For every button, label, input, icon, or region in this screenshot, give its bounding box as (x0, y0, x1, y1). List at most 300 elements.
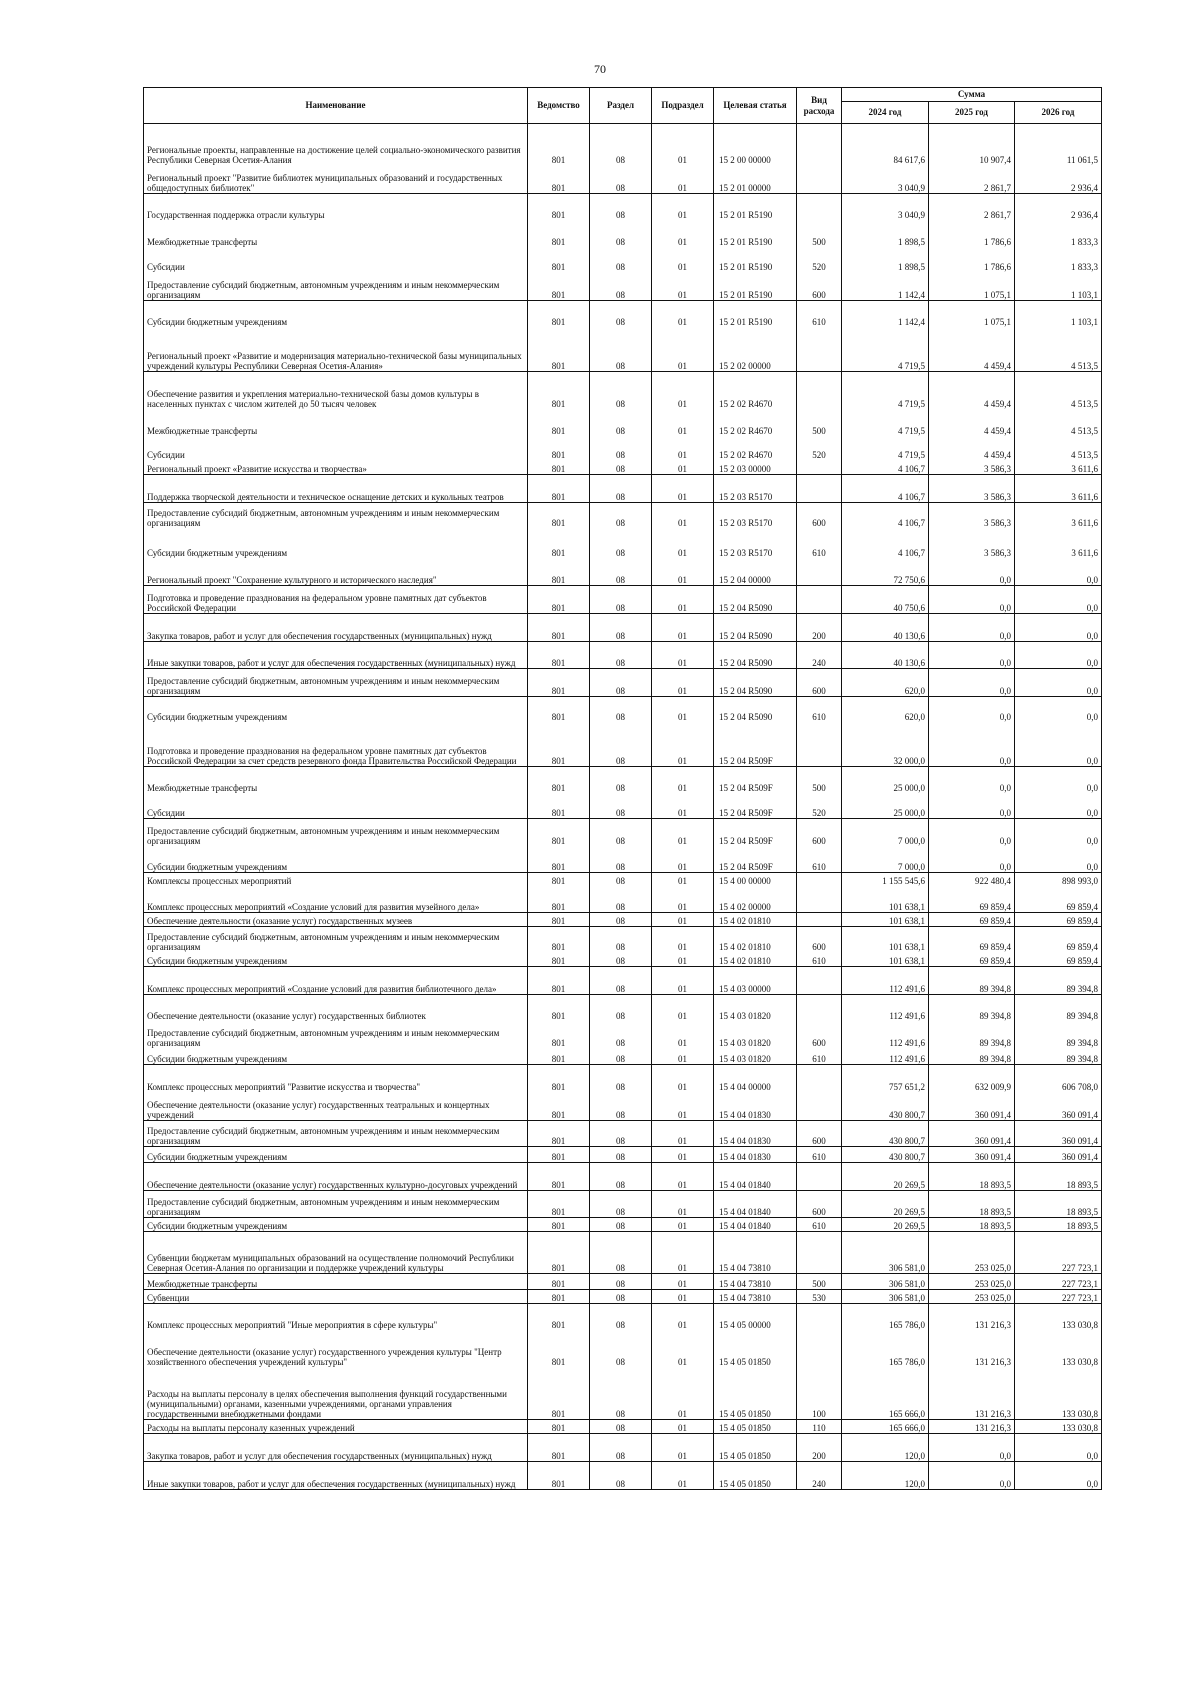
row-name: Региональный проект «Развитие и модернизация материально-технической базы муниципальных учреждений культуры Республики Северная Осетия-Алания» (144, 328, 528, 372)
row-2025: 89 394,8 (929, 1049, 1015, 1065)
row-2024: 4 106,7 (842, 529, 929, 559)
row-2024: 101 638,1 (842, 913, 929, 927)
row-2025: 18 893,5 (929, 1191, 1015, 1218)
row-celevaya: 15 4 02 01810 (714, 927, 797, 953)
row-2026: 0,0 (1015, 614, 1102, 642)
row-celevaya: 15 4 05 01850 (714, 1462, 797, 1490)
row-razdel: 08 (590, 410, 652, 437)
row-2026: 2 936,4 (1015, 166, 1102, 194)
row-2025: 0,0 (929, 767, 1015, 794)
row-ved: 801 (528, 194, 590, 221)
row-podrazdel: 01 (652, 967, 714, 995)
row-2025: 2 861,7 (929, 194, 1015, 221)
row-celevaya: 15 2 01 R5190 (714, 273, 797, 301)
row-vid (797, 586, 842, 614)
row-2025: 89 394,8 (929, 1022, 1015, 1049)
row-name: Межбюджетные трансферты (144, 410, 528, 437)
row-2025: 69 859,4 (929, 927, 1015, 953)
row-podrazdel: 01 (652, 248, 714, 273)
table-row (144, 124, 1102, 166)
row-2024: 1 142,4 (842, 301, 929, 328)
row-celevaya: 15 4 04 01830 (714, 1093, 797, 1121)
row-razdel: 08 (590, 1121, 652, 1147)
row-ved: 801 (528, 328, 590, 372)
row-name: Межбюджетные трансферты (144, 221, 528, 248)
row-celevaya: 15 2 00 00000 (714, 124, 797, 166)
table-row (144, 614, 1102, 642)
row-vid: 600 (797, 503, 842, 529)
row-vid: 610 (797, 1049, 842, 1065)
row-2025: 253 025,0 (929, 1274, 1015, 1290)
table-row (144, 475, 1102, 503)
row-ved: 801 (528, 953, 590, 967)
header-ved: Ведомство (528, 88, 590, 124)
row-celevaya: 15 4 04 00000 (714, 1065, 797, 1093)
row-2024: 3 040,9 (842, 166, 929, 194)
row-2025: 4 459,4 (929, 372, 1015, 410)
row-2026: 1 833,3 (1015, 221, 1102, 248)
row-name: Межбюджетные трансферты (144, 1274, 528, 1290)
row-2025: 922 480,4 (929, 873, 1015, 887)
row-vid: 200 (797, 614, 842, 642)
row-2025: 131 216,3 (929, 1331, 1015, 1368)
row-razdel: 08 (590, 301, 652, 328)
row-razdel: 08 (590, 794, 652, 819)
row-2026: 89 394,8 (1015, 995, 1102, 1022)
row-2024: 120,0 (842, 1462, 929, 1490)
row-podrazdel: 01 (652, 503, 714, 529)
row-podrazdel: 01 (652, 913, 714, 927)
row-podrazdel: 01 (652, 927, 714, 953)
row-celevaya: 15 4 02 01810 (714, 953, 797, 967)
row-razdel: 08 (590, 248, 652, 273)
row-2025: 69 859,4 (929, 953, 1015, 967)
row-ved: 801 (528, 642, 590, 669)
row-2024: 7 000,0 (842, 819, 929, 847)
row-name: Субсидии бюджетным учреждениям (144, 301, 528, 328)
row-podrazdel: 01 (652, 953, 714, 967)
row-2025: 0,0 (929, 586, 1015, 614)
row-ved: 801 (528, 1163, 590, 1191)
row-name: Комплекс процессных мероприятий "Развитие искусства и творчества" (144, 1065, 528, 1093)
table-row (144, 248, 1102, 273)
row-razdel: 08 (590, 1093, 652, 1121)
table-row (144, 1274, 1102, 1290)
row-ved: 801 (528, 124, 590, 166)
row-vid (797, 1331, 842, 1368)
row-razdel: 08 (590, 1218, 652, 1232)
row-name: Субвенции (144, 1290, 528, 1304)
row-2026: 898 993,0 (1015, 873, 1102, 887)
row-2026: 1 833,3 (1015, 248, 1102, 273)
row-razdel: 08 (590, 669, 652, 697)
header-razdel: Раздел (590, 88, 652, 124)
row-ved: 801 (528, 1462, 590, 1490)
row-2026: 3 611,6 (1015, 503, 1102, 529)
row-2026: 0,0 (1015, 847, 1102, 873)
row-vid: 600 (797, 1022, 842, 1049)
row-2025: 360 091,4 (929, 1093, 1015, 1121)
row-vid: 610 (797, 301, 842, 328)
row-ved: 801 (528, 1093, 590, 1121)
table-row (144, 887, 1102, 913)
row-2024: 1 898,5 (842, 221, 929, 248)
row-razdel: 08 (590, 642, 652, 669)
row-celevaya: 15 2 03 R5170 (714, 475, 797, 503)
table-row (144, 1218, 1102, 1232)
row-vid (797, 475, 842, 503)
row-ved: 801 (528, 847, 590, 873)
row-podrazdel: 01 (652, 372, 714, 410)
row-2025: 0,0 (929, 559, 1015, 586)
row-2026: 3 611,6 (1015, 475, 1102, 503)
row-ved: 801 (528, 767, 590, 794)
row-razdel: 08 (590, 1163, 652, 1191)
row-podrazdel: 01 (652, 723, 714, 767)
row-2026: 0,0 (1015, 697, 1102, 723)
row-vid (797, 328, 842, 372)
row-name: Иные закупки товаров, работ и услуг для обеспечения государственных (муниципальных) нужд (144, 642, 528, 669)
row-2025: 0,0 (929, 697, 1015, 723)
row-name: Обеспечение деятельности (оказание услуг) государственных культурно-досуговых учреждений (144, 1163, 528, 1191)
row-name: Субсидии бюджетным учреждениям (144, 1218, 528, 1232)
row-name: Субсидии бюджетным учреждениям (144, 529, 528, 559)
row-2024: 306 581,0 (842, 1290, 929, 1304)
row-celevaya: 15 2 02 R4670 (714, 437, 797, 461)
row-razdel: 08 (590, 697, 652, 723)
row-vid (797, 166, 842, 194)
row-2024: 101 638,1 (842, 927, 929, 953)
row-2025: 253 025,0 (929, 1290, 1015, 1304)
row-razdel: 08 (590, 1274, 652, 1290)
row-2024: 25 000,0 (842, 767, 929, 794)
row-celevaya: 15 2 01 R5190 (714, 221, 797, 248)
row-ved: 801 (528, 1022, 590, 1049)
row-2024: 7 000,0 (842, 847, 929, 873)
row-2025: 69 859,4 (929, 887, 1015, 913)
row-ved: 801 (528, 166, 590, 194)
row-2026: 0,0 (1015, 723, 1102, 767)
table-row (144, 642, 1102, 669)
row-vid (797, 1232, 842, 1274)
row-razdel: 08 (590, 1304, 652, 1331)
row-celevaya: 15 2 03 R5170 (714, 503, 797, 529)
row-name: Региональный проект "Сохранение культурного и исторического наследия" (144, 559, 528, 586)
row-podrazdel: 01 (652, 1191, 714, 1218)
row-name: Субсидии (144, 248, 528, 273)
row-name: Предоставление субсидий бюджетным, автономным учреждениям и иным некоммерческим организациям (144, 669, 528, 697)
row-2026: 89 394,8 (1015, 1049, 1102, 1065)
table-row (144, 953, 1102, 967)
row-ved: 801 (528, 1368, 590, 1420)
row-razdel: 08 (590, 1147, 652, 1163)
row-name: Предоставление субсидий бюджетным, автономным учреждениям и иным некоммерческим организациям (144, 1121, 528, 1147)
row-razdel: 08 (590, 927, 652, 953)
row-celevaya: 15 4 05 01850 (714, 1368, 797, 1420)
table-row (144, 723, 1102, 767)
row-podrazdel: 01 (652, 1232, 714, 1274)
row-2025: 2 861,7 (929, 166, 1015, 194)
table-row (144, 873, 1102, 887)
row-name: Расходы на выплаты персоналу в целях обеспечения выполнения функций государственными (муниципальными) органами, казенными учреждениями, органами управления государственными внебюджетными фондами (144, 1368, 528, 1420)
row-2025: 1 075,1 (929, 273, 1015, 301)
row-2026: 227 723,1 (1015, 1290, 1102, 1304)
table-row (144, 1232, 1102, 1274)
table-row (144, 794, 1102, 819)
row-ved: 801 (528, 1049, 590, 1065)
row-vid: 500 (797, 1274, 842, 1290)
row-ved: 801 (528, 1065, 590, 1093)
row-vid: 610 (797, 847, 842, 873)
row-podrazdel: 01 (652, 1462, 714, 1490)
table-row (144, 669, 1102, 697)
row-vid (797, 723, 842, 767)
row-2026: 0,0 (1015, 1434, 1102, 1462)
row-ved: 801 (528, 372, 590, 410)
row-ved: 801 (528, 1121, 590, 1147)
row-name: Субсидии бюджетным учреждениям (144, 1049, 528, 1065)
row-ved: 801 (528, 475, 590, 503)
row-celevaya: 15 4 03 01820 (714, 1049, 797, 1065)
row-razdel: 08 (590, 873, 652, 887)
row-vid: 600 (797, 1121, 842, 1147)
row-podrazdel: 01 (652, 1121, 714, 1147)
row-2026: 69 859,4 (1015, 927, 1102, 953)
row-ved: 801 (528, 273, 590, 301)
row-name: Региональные проекты, направленные на достижение целей социально-экономического развития Республики Северная Осетия-Алания (144, 124, 528, 166)
row-razdel: 08 (590, 819, 652, 847)
row-podrazdel: 01 (652, 221, 714, 248)
row-2025: 89 394,8 (929, 995, 1015, 1022)
row-vid: 520 (797, 437, 842, 461)
row-podrazdel: 01 (652, 1304, 714, 1331)
table-row (144, 847, 1102, 873)
header-name: Наименование (144, 88, 528, 124)
row-celevaya: 15 4 05 01850 (714, 1420, 797, 1434)
row-vid: 600 (797, 927, 842, 953)
row-podrazdel: 01 (652, 273, 714, 301)
row-podrazdel: 01 (652, 767, 714, 794)
row-celevaya: 15 4 03 01820 (714, 995, 797, 1022)
row-vid: 610 (797, 1147, 842, 1163)
row-razdel: 08 (590, 503, 652, 529)
row-name: Региональный проект «Развитие искусства и творчества» (144, 461, 528, 475)
row-2026: 1 103,1 (1015, 301, 1102, 328)
row-2025: 10 907,4 (929, 124, 1015, 166)
row-podrazdel: 01 (652, 1218, 714, 1232)
row-ved: 801 (528, 723, 590, 767)
row-name: Субсидии (144, 437, 528, 461)
row-celevaya: 15 4 04 01840 (714, 1163, 797, 1191)
row-celevaya: 15 2 04 R509F (714, 794, 797, 819)
row-2024: 120,0 (842, 1434, 929, 1462)
row-celevaya: 15 2 04 R5090 (714, 586, 797, 614)
table-row (144, 273, 1102, 301)
header-2025: 2025 год (929, 102, 1015, 124)
row-2025: 0,0 (929, 1434, 1015, 1462)
row-celevaya: 15 4 04 01840 (714, 1218, 797, 1232)
row-razdel: 08 (590, 967, 652, 995)
row-ved: 801 (528, 1304, 590, 1331)
row-2025: 360 091,4 (929, 1121, 1015, 1147)
row-vid: 240 (797, 1462, 842, 1490)
row-ved: 801 (528, 1147, 590, 1163)
row-2024: 165 666,0 (842, 1420, 929, 1434)
row-podrazdel: 01 (652, 1147, 714, 1163)
row-vid (797, 124, 842, 166)
row-razdel: 08 (590, 194, 652, 221)
row-2025: 3 586,3 (929, 503, 1015, 529)
row-razdel: 08 (590, 475, 652, 503)
row-2024: 4 106,7 (842, 461, 929, 475)
row-2026: 0,0 (1015, 767, 1102, 794)
row-name: Предоставление субсидий бюджетным, автономным учреждениям и иным некоммерческим организациям (144, 1191, 528, 1218)
row-ved: 801 (528, 794, 590, 819)
row-celevaya: 15 2 02 R4670 (714, 372, 797, 410)
row-ved: 801 (528, 913, 590, 927)
row-2024: 4 719,5 (842, 437, 929, 461)
row-2026: 360 091,4 (1015, 1147, 1102, 1163)
row-name: Комплексы процессных мероприятий (144, 873, 528, 887)
row-razdel: 08 (590, 614, 652, 642)
row-2025: 131 216,3 (929, 1304, 1015, 1331)
header-summa: Сумма (842, 88, 1102, 102)
row-ved: 801 (528, 967, 590, 995)
row-razdel: 08 (590, 437, 652, 461)
row-2026: 227 723,1 (1015, 1274, 1102, 1290)
table-row (144, 1304, 1102, 1331)
row-2026: 360 091,4 (1015, 1093, 1102, 1121)
row-2026: 4 513,5 (1015, 437, 1102, 461)
row-celevaya: 15 2 01 00000 (714, 166, 797, 194)
row-ved: 801 (528, 669, 590, 697)
row-2026: 4 513,5 (1015, 372, 1102, 410)
row-razdel: 08 (590, 1290, 652, 1304)
row-ved: 801 (528, 995, 590, 1022)
row-2024: 4 719,5 (842, 372, 929, 410)
row-2024: 165 786,0 (842, 1331, 929, 1368)
row-vid (797, 461, 842, 475)
row-2026: 360 091,4 (1015, 1121, 1102, 1147)
row-podrazdel: 01 (652, 697, 714, 723)
row-2025: 0,0 (929, 794, 1015, 819)
row-razdel: 08 (590, 1022, 652, 1049)
row-ved: 801 (528, 503, 590, 529)
row-name: Субвенции бюджетам муниципальных образований на осуществление полномочий Республики Северная Осетия-Алания по организации и поддержке учреждений культуры (144, 1232, 528, 1274)
row-2025: 3 586,3 (929, 529, 1015, 559)
row-name: Подготовка и проведение празднования на федеральном уровне памятных дат субъектов Российской Федерации за счет средств резервного фонда Правительства Российской Федерации (144, 723, 528, 767)
table-row (144, 697, 1102, 723)
row-2026: 0,0 (1015, 586, 1102, 614)
row-2024: 4 106,7 (842, 503, 929, 529)
row-2024: 40 130,6 (842, 642, 929, 669)
row-razdel: 08 (590, 1420, 652, 1434)
row-celevaya: 15 2 04 R5090 (714, 669, 797, 697)
table-row (144, 328, 1102, 372)
row-name: Субсидии (144, 794, 528, 819)
row-2025: 1 786,6 (929, 248, 1015, 273)
row-celevaya: 15 2 04 R509F (714, 767, 797, 794)
row-ved: 801 (528, 697, 590, 723)
row-celevaya: 15 4 04 01830 (714, 1147, 797, 1163)
row-podrazdel: 01 (652, 301, 714, 328)
row-podrazdel: 01 (652, 642, 714, 669)
row-2026: 69 859,4 (1015, 953, 1102, 967)
row-2024: 32 000,0 (842, 723, 929, 767)
row-2024: 40 130,6 (842, 614, 929, 642)
row-2025: 3 586,3 (929, 461, 1015, 475)
row-name: Расходы на выплаты персоналу казенных учреждений (144, 1420, 528, 1434)
table-row (144, 559, 1102, 586)
row-celevaya: 15 2 04 R509F (714, 847, 797, 873)
row-razdel: 08 (590, 1368, 652, 1420)
row-podrazdel: 01 (652, 1331, 714, 1368)
row-ved: 801 (528, 887, 590, 913)
row-vid: 200 (797, 1434, 842, 1462)
row-name: Комплекс процессных мероприятий «Создание условий для развития музейного дела» (144, 887, 528, 913)
header-2026: 2026 год (1015, 102, 1102, 124)
row-vid (797, 1304, 842, 1331)
table-row (144, 1121, 1102, 1147)
row-name: Региональный проект "Развитие библиотек муниципальных образований и государственных общедоступных библиотек" (144, 166, 528, 194)
row-celevaya: 15 2 02 R4670 (714, 410, 797, 437)
row-2026: 69 859,4 (1015, 913, 1102, 927)
row-name: Предоставление субсидий бюджетным, автономным учреждениям и иным некоммерческим организациям (144, 1022, 528, 1049)
row-podrazdel: 01 (652, 1093, 714, 1121)
table-row (144, 1093, 1102, 1121)
row-2025: 131 216,3 (929, 1420, 1015, 1434)
table-row (144, 767, 1102, 794)
row-celevaya: 15 4 04 01830 (714, 1121, 797, 1147)
row-ved: 801 (528, 1232, 590, 1274)
row-vid (797, 913, 842, 927)
row-name: Предоставление субсидий бюджетным, автономным учреждениям и иным некоммерческим организациям (144, 927, 528, 953)
row-2025: 0,0 (929, 1462, 1015, 1490)
row-razdel: 08 (590, 124, 652, 166)
row-2024: 4 106,7 (842, 475, 929, 503)
row-2026: 133 030,8 (1015, 1420, 1102, 1434)
row-name: Межбюджетные трансферты (144, 767, 528, 794)
row-podrazdel: 01 (652, 328, 714, 372)
row-name: Обеспечение деятельности (оказание услуг) государственных библиотек (144, 995, 528, 1022)
row-celevaya: 15 4 04 01840 (714, 1191, 797, 1218)
row-2025: 18 893,5 (929, 1218, 1015, 1232)
row-podrazdel: 01 (652, 669, 714, 697)
header-2024: 2024 год (842, 102, 929, 124)
row-razdel: 08 (590, 1049, 652, 1065)
row-2024: 112 491,6 (842, 967, 929, 995)
row-ved: 801 (528, 1218, 590, 1232)
row-vid: 600 (797, 819, 842, 847)
table-row (144, 927, 1102, 953)
table-row (144, 819, 1102, 847)
row-name: Комплекс процессных мероприятий «Создание условий для развития библиотечного дела» (144, 967, 528, 995)
table-row (144, 372, 1102, 410)
table-row (144, 1290, 1102, 1304)
row-2024: 1 155 545,6 (842, 873, 929, 887)
row-2025: 1 786,6 (929, 221, 1015, 248)
row-2024: 757 651,2 (842, 1065, 929, 1093)
row-name: Предоставление субсидий бюджетным, автономным учреждениям и иным некоммерческим организациям (144, 273, 528, 301)
row-razdel: 08 (590, 1434, 652, 1462)
row-podrazdel: 01 (652, 1434, 714, 1462)
row-2025: 89 394,8 (929, 967, 1015, 995)
row-razdel: 08 (590, 1331, 652, 1368)
row-2025: 4 459,4 (929, 410, 1015, 437)
row-2024: 20 269,5 (842, 1218, 929, 1232)
row-podrazdel: 01 (652, 819, 714, 847)
row-vid: 600 (797, 669, 842, 697)
